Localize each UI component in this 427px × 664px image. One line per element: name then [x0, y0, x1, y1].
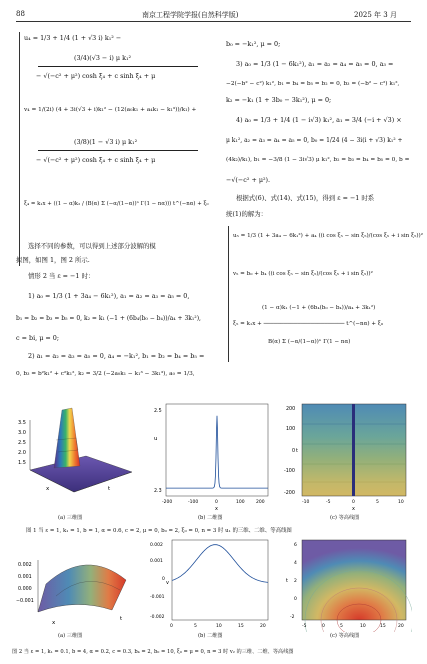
y-tick: 2.3: [154, 489, 162, 494]
x-tick: 100: [236, 500, 245, 505]
t-axis-label: t: [120, 616, 123, 622]
z-tick: 3.5: [18, 420, 26, 426]
equation-u4-denominator: − √(−c² + μ²) cosh ξ₄ + c sinh ξ₄ + μ: [36, 72, 156, 80]
z-tick: 0.000: [18, 587, 32, 592]
solution-xi5-numerator: (1 − α)k₁ (−1 + (6b₄(b₀ − b₄))/a₄ + 3k₁²): [262, 305, 376, 311]
y-tick: 2.5: [154, 409, 162, 414]
contour-peak-line: [352, 404, 355, 496]
y-tick: -0.002: [150, 615, 165, 620]
right-line: b₀ = −k₁², μ = 0;: [226, 40, 281, 48]
curve-u: [166, 416, 268, 488]
z-tick: 2.0: [18, 450, 26, 456]
paragraph-line: 拟图，如图 1，图 2 所示.: [16, 256, 90, 264]
x-tick: 0: [352, 500, 355, 505]
x-tick: -100: [188, 500, 199, 505]
equation-v4: v₄ = 1/(2i) (4 + 3i(√3 + i)k₁² − (12(a₀k₁ + a₄k₁ − k₁³))/k₁) +: [24, 107, 197, 113]
x-tick: 5: [376, 500, 379, 505]
x-tick: 5: [194, 624, 197, 629]
y-tick: -2: [290, 615, 295, 620]
x-tick: 5: [340, 624, 343, 629]
x-axis-label: x: [46, 486, 50, 492]
page-number: 88: [16, 10, 25, 18]
z-tick: 0.002: [18, 563, 32, 568]
x-tick: -10: [302, 500, 310, 505]
figure1-subcaption-c: (c) 等高线图: [330, 515, 360, 521]
journal-title: 南京工程学院学报(自然科学版): [142, 11, 239, 19]
z-tick: 1.5: [18, 460, 26, 466]
equation-v4-denominator: − √(−c² + μ²) cosh ξ₄ + c sinh ξ₄ + μ: [36, 156, 156, 164]
right-line: 3) a₀ = 1/3 (1 − 6k₁²), a₁ = a₂ = a₄ = a₅ = 0, a₃ =: [236, 60, 394, 68]
plot-frame: [172, 540, 268, 620]
figure1-subcaption-a: (a) 三维图: [58, 515, 83, 521]
header-rule: [16, 21, 411, 22]
y-tick: 6: [294, 543, 297, 548]
z-tick: 3.0: [18, 430, 26, 436]
x-tick: 0: [215, 500, 218, 505]
solution-xi5: ξ₅ = k₁x + ──────────────────────── t^(−nα) + ξ₀: [233, 321, 384, 327]
solution-xi5-denominator: B(α) Σ (−α/(1−α))ⁿ Γ(1 − nα): [268, 339, 351, 345]
figure2-3d-plot: [16, 540, 144, 630]
figure1-3d-plot: [16, 400, 144, 510]
y-tick: -0.001: [150, 595, 165, 600]
z-tick: 0.001: [18, 575, 32, 580]
y-tick: 4: [294, 561, 297, 566]
y-axis-label: t: [286, 578, 288, 584]
figure1-subcaption-b: (b) 二维图: [198, 515, 223, 521]
right-line: −2(−b² − c²) k₁², b₁ = b₄ = b₅ = b₂ = 0, b₃ = (−b² − c²) k₁²,: [226, 81, 400, 87]
x-tick: -200: [162, 500, 173, 505]
figure2-caption: 图 2 当 ε = 1, k₁ = 0.1, b = 4, α = 0.2, c = 0.3, b₄ = 2, b₀ = 10, ξ₀ = μ = 0, n = 3 时 v₂ 的三维、二维、等高线图: [12, 649, 294, 655]
z-tick: −0.001: [16, 599, 34, 604]
y-axis-label: u: [154, 436, 158, 442]
equation-u4-numerator: (3/4)(√3 − i) μ k₁²: [74, 54, 132, 62]
surface-body: [38, 565, 126, 612]
y-tick: 200: [286, 407, 296, 412]
x-axis-label: x: [352, 506, 355, 512]
z-tick: 2.5: [18, 440, 26, 446]
case-2-line-2: 0, b₃ = b²k₁² + c²k₁², k₂ = 3/2 (−2a₀k₁ − k₁³ − 3k₁³), a₀ = 1/3,: [16, 371, 195, 377]
y-axis-label: t: [296, 448, 298, 454]
x-tick: -5: [302, 624, 307, 629]
y-tick: -100: [284, 469, 295, 474]
figure1-caption: 图 1 当 ε = 1, k₁ = 1, b = 1, α = 0.6, c = 2, μ = 0, b₀ = 2, ξ₀ = 0, n = 3 时 u₁ 的三维、二维、等高线图: [26, 528, 292, 534]
figure2-2d-plot: [150, 536, 274, 632]
y-tick: 0: [162, 577, 165, 582]
paragraph-line: 根据式(6)、式(14)、式(15)，得到 ε = −1 时系: [236, 194, 375, 202]
y-axis-label: v: [166, 580, 169, 586]
y-tick: 2: [294, 579, 297, 584]
fraction-bar: [38, 66, 198, 67]
case-1-line-2: b₁ = b₂ = b₃ = b₅ = 0, k₂ = k₁ (−1 + (6b₄(b₀ − b₄))/a₄ + 3k₁²),: [16, 315, 201, 322]
paragraph-line: 选择不同的参数，可以得到上述部分波解的模: [28, 242, 156, 250]
x-tick: 200: [256, 500, 265, 505]
right-line: (4k₂)/k₁), b₁ = −3/8 (1 − 3i√3) μ k₁², b₂ = b₃ = b₄ = b₅ = 0, b =: [226, 157, 410, 163]
solution-brace: [228, 226, 229, 362]
case-1-line-3: c = bi, μ = 0;: [16, 334, 59, 342]
y-tick: 0.002: [150, 543, 163, 548]
y-tick: 0: [294, 597, 297, 602]
case-1-line-1: 1) a₀ = 1/3 (1 + 3a₄ − 6k₁²), a₁ = a₂ = a₃ = a₅ = 0,: [28, 292, 190, 300]
paragraph-line: 统(1)的解为：: [226, 210, 268, 218]
x-tick: 0: [170, 624, 173, 629]
equation-v4-numerator: (3/8)(1 − √3 i) μ k₁²: [74, 138, 138, 146]
x-axis-label: x: [52, 620, 56, 626]
figure1-contour-plot: [282, 400, 412, 512]
issue-date: 2025 年 3 月: [354, 11, 397, 19]
x-tick: 0: [322, 624, 325, 629]
case-2-line-1: 2) a₁ = a₂ = a₃ = a₅ = 0, a₄ = −k₁², b₁ = b₂ = b₄ = b₅ =: [28, 352, 205, 360]
equation-xi4: ξ₄ = k₁x + ((1 − α)k₂ / (B(α) Σ (−α/(1−α))ⁿ Γ(1 − nα))) t^(−nα) + ξ₀: [24, 201, 209, 207]
equation-brace: [19, 32, 20, 266]
contour-field: [302, 540, 406, 620]
x-tick: 10: [360, 624, 366, 629]
x-tick: -5: [326, 500, 331, 505]
figure2-contour-plot: [282, 536, 412, 632]
x-tick: 20: [260, 624, 266, 629]
x-axis-label: x: [215, 506, 218, 512]
x-tick: 10: [398, 500, 404, 505]
figure2-subcaption-b: (b) 二维图: [198, 633, 223, 639]
fraction-bar: [38, 150, 198, 151]
y-tick: -200: [284, 491, 295, 496]
figure2-subcaption-a: (a) 三维图: [58, 633, 83, 639]
figure1-2d-plot: [152, 400, 272, 512]
t-axis-label: t: [108, 486, 111, 492]
curve-v: [172, 545, 268, 583]
right-line: k₂ = −k₁ (1 + 3b₀ − 3k₁²), μ = 0;: [226, 96, 332, 104]
right-line: −√(−c² + μ²).: [226, 176, 271, 184]
x-tick: 15: [238, 624, 244, 629]
solution-u5: u₅ = 1/3 (1 + 3a₄ − 6k₁²) + a₄ ((i cos ξ₅ − sin ξ₅)/(cos ξ₅ + i sin ξ₅))²: [233, 233, 423, 239]
solution-v5: v₅ = b₀ + b₄ ((i cos ξ₅ − sin ξ₅)/(cos ξ₅ + i sin ξ₅))²: [233, 271, 373, 277]
x-tick: 20: [398, 624, 404, 629]
y-tick: 0: [292, 449, 296, 454]
equation-u4: u₄ = 1/3 + 1/4 (1 + √3 i) k₁² −: [24, 34, 122, 42]
y-tick: 100: [286, 427, 296, 432]
right-line: 4) a₀ = 1/3 + 1/4 (1 − i√3) k₁², a₁ = 3/4 (−i + √3) ×: [236, 116, 402, 124]
case-heading: 情形 2 当 ε = −1 时：: [28, 272, 95, 280]
x-tick: 15: [380, 624, 386, 629]
right-line: μ k₁², a₂ = a₃ = a₄ = a₅ = 0, b₀ = 1/24 (4 − 3i(i + √3) k₁² +: [226, 137, 403, 144]
x-tick: 10: [216, 624, 222, 629]
figure2-subcaption-c: (c) 等高线图: [330, 633, 360, 639]
y-tick: 0.001: [150, 559, 163, 564]
